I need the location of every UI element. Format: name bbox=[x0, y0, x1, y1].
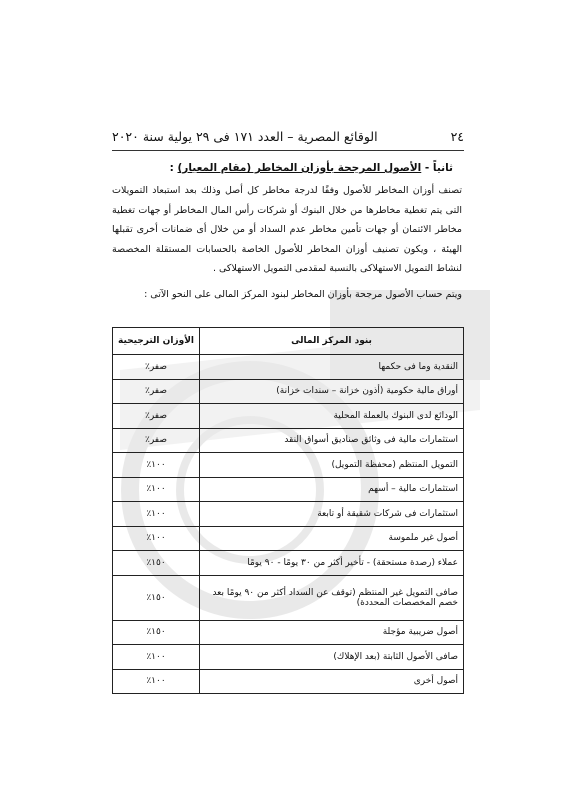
row-item: صافى الأصول الثابتة (بعد الإهلاك) bbox=[200, 645, 464, 670]
row-weight: صفر٪ bbox=[113, 355, 200, 380]
risk-weights-table bbox=[112, 327, 464, 694]
table-row bbox=[113, 428, 464, 453]
row-weight: ١٠٠٪ bbox=[113, 645, 200, 670]
section-suffix: : bbox=[169, 162, 178, 174]
row-item: أصول أخرى bbox=[200, 669, 464, 694]
row-weight: ١٠٠٪ bbox=[113, 669, 200, 694]
section-heading bbox=[170, 162, 453, 174]
table-row bbox=[113, 404, 464, 429]
header-items: بنود المركز المالى bbox=[200, 328, 464, 355]
table-row bbox=[113, 645, 464, 670]
row-weight: ١٠٠٪ bbox=[113, 526, 200, 551]
page-number: ٢٤ bbox=[450, 129, 464, 144]
table-row bbox=[113, 453, 464, 478]
table-header-row bbox=[113, 328, 464, 355]
table-row bbox=[113, 551, 464, 576]
row-item: استثمارات مالية – أسهم bbox=[200, 477, 464, 502]
row-weight: صفر٪ bbox=[113, 404, 200, 429]
header-weights: الأوزان الترجيحية bbox=[113, 328, 200, 355]
row-item: النقدية وما فى حكمها bbox=[200, 355, 464, 380]
row-weight: ١٠٠٪ bbox=[113, 502, 200, 527]
row-weight: صفر٪ bbox=[113, 379, 200, 404]
table-row bbox=[113, 575, 464, 620]
section-prefix: ثانياً - bbox=[421, 162, 453, 174]
table-row bbox=[113, 526, 464, 551]
table-row bbox=[113, 620, 464, 645]
table-row bbox=[113, 502, 464, 527]
table-row bbox=[113, 379, 464, 404]
table-row bbox=[113, 477, 464, 502]
paragraph-calculation: ويتم حساب الأصول مرجحة بأوزان المخاطر لبنود المركز المالى على النحو الآتى : bbox=[144, 289, 462, 300]
row-item: أصول غير ملموسة bbox=[200, 526, 464, 551]
page-header bbox=[112, 129, 464, 144]
row-weight: ١٥٠٪ bbox=[113, 620, 200, 645]
row-item: أصول ضريبية مؤجلة bbox=[200, 620, 464, 645]
table-row bbox=[113, 355, 464, 380]
row-weight: صفر٪ bbox=[113, 428, 200, 453]
row-item: الودائع لدى البنوك بالعملة المحلية bbox=[200, 404, 464, 429]
row-item: استثمارات فى شركات شقيقة أو تابعة bbox=[200, 502, 464, 527]
row-item: أوراق مالية حكومية (أذون خزانة – سندات خزانة) bbox=[200, 379, 464, 404]
row-item: التمويل المنتظم (محفظة التمويل) bbox=[200, 453, 464, 478]
header-divider bbox=[112, 150, 464, 151]
row-item: صافى التمويل غير المنتظم (توقف عن السداد أكثر من ٩٠ يومًا بعد خصم المخصصات المحددة) bbox=[200, 575, 464, 620]
row-weight: ١٥٠٪ bbox=[113, 551, 200, 576]
row-item: استثمارات مالية فى وثائق صناديق أسواق النقد bbox=[200, 428, 464, 453]
gazette-title: الوقائع المصرية – العدد ١٧١ فى ٢٩ يولية سنة ٢٠٢٠ bbox=[112, 129, 378, 144]
row-weight: ١٥٠٪ bbox=[113, 575, 200, 620]
paragraph-risk-weights: تصنف أوزان المخاطر للأصول وفقًا لدرجة مخاطر كل أصل وذلك بعد استبعاد التمويلات التى يتم تغطية مخاطرها من خلال البنوك أو شركات رأس المال المخاطر أو جهات تغطية مخاطر الائتمان أو جهات تأمين مخاطر عدم السداد أو من خلال أى ضمانات أخرى تقبلها الهيئة ، ويكون تصنيف أوزان المخاطر للأصول الخاصة بالحسابات المستقلة المخصصة لنشاط التمويل الاستهلاكى بالنسبة لمقدمى التمويل الاستهلاكى . bbox=[112, 185, 462, 274]
section-title: الأصول المرجحة بأوزان المخاطر (مقام المعيار) bbox=[177, 162, 422, 174]
row-item: عملاء (رصدة مستحقة) - تأخير أكثر من ٣٠ يومًا - ٩٠ يومًا bbox=[200, 551, 464, 576]
row-weight: ١٠٠٪ bbox=[113, 453, 200, 478]
table-row bbox=[113, 669, 464, 694]
row-weight: ١٠٠٪ bbox=[113, 477, 200, 502]
